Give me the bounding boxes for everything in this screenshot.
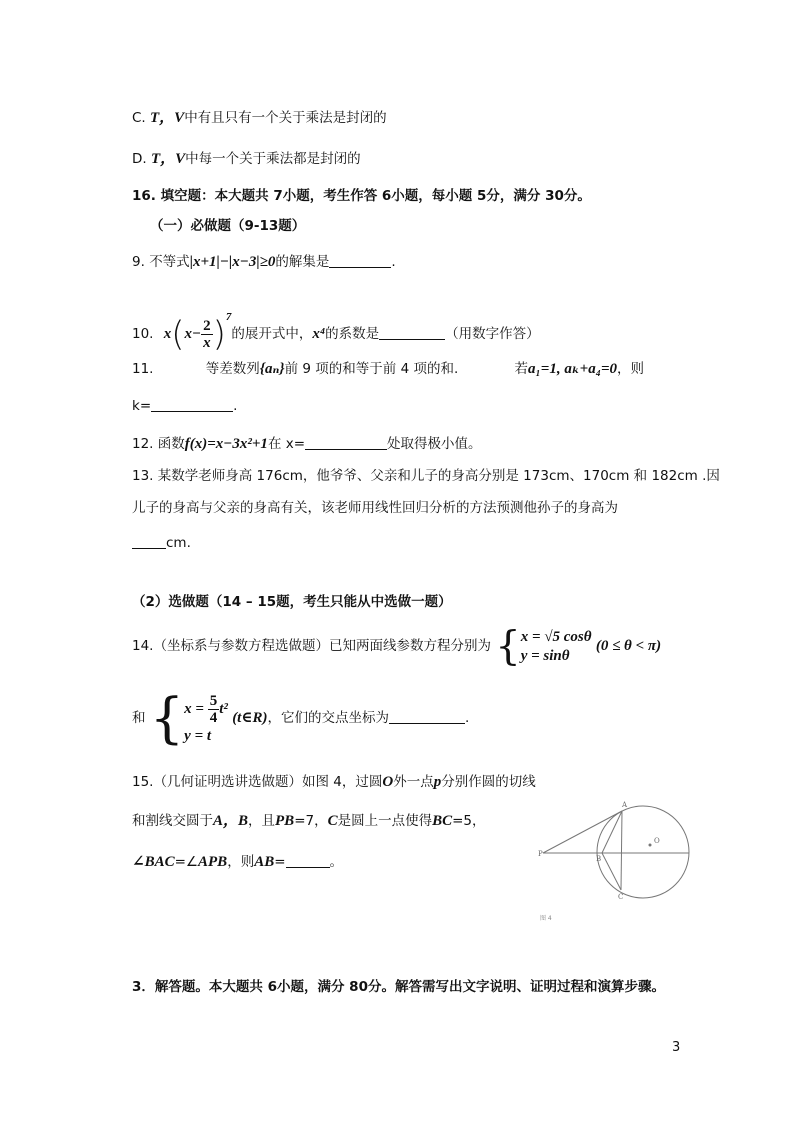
answer-blank[interactable] <box>379 325 445 340</box>
chord-ab <box>602 811 622 853</box>
question-text: ，则 <box>227 854 255 870</box>
label-p: P <box>538 850 543 858</box>
math-var: AB <box>254 854 275 870</box>
question-text: ，则 <box>617 361 644 377</box>
equation-row: y = sinθ <box>520 647 570 664</box>
fraction-numerator: 5 <box>209 693 218 710</box>
question-11-continued <box>132 396 237 416</box>
question-text: =7， <box>294 813 328 829</box>
math-var: BC <box>432 813 453 829</box>
parametric-system-1: { x = √5 cosθ y = sinθ <box>495 623 592 670</box>
section-3-heading: 3．解答题。本大题共 6小题，满分 80分。解答需写出文字说明、证明过程和演算步骤。 <box>132 979 665 995</box>
question-14-continued <box>132 686 469 750</box>
answer-blank[interactable] <box>389 709 465 724</box>
math-var: PB <box>275 813 295 829</box>
option-letter: D. <box>132 151 147 167</box>
label-b: B <box>596 855 602 863</box>
question-number: 11. <box>132 361 154 377</box>
option-d <box>132 149 361 169</box>
question-15-line-1 <box>132 772 536 792</box>
question-text: 是圆上一点使得 <box>337 813 433 829</box>
question-text: 和 <box>132 710 146 726</box>
figure-caption: 图 4 <box>540 915 552 922</box>
math-expression: x(x− $\frac{2}{x}$ )$^7$ <box>163 311 232 355</box>
elective-heading: （2）选做题（14 – 15题，考生只能从中选做一题） <box>132 594 452 610</box>
question-text: ，它们的交点坐标为 <box>267 710 389 726</box>
punctuation: 。 <box>329 854 344 870</box>
answer-blank[interactable] <box>151 397 233 412</box>
math-var: C <box>327 813 338 829</box>
tangent-line <box>543 811 622 853</box>
math-operator: =∠ <box>174 854 199 870</box>
question-text: 的系数是 <box>325 326 380 342</box>
fraction-denominator: 4 <box>209 710 218 727</box>
question-number: 10. <box>132 326 154 342</box>
chord-bc <box>602 853 621 890</box>
circle <box>597 806 689 898</box>
option-text: 中每一个关于乘法都是封闭的 <box>185 151 361 167</box>
question-text: 前 9 项的和等于前 4 项的和. <box>284 361 459 377</box>
question-text: =5， <box>452 813 486 829</box>
question-text: 12. 函数 <box>132 436 185 452</box>
answer-blank[interactable] <box>286 853 330 868</box>
parameter-range: (t∈R) <box>232 710 268 726</box>
math-vars: T，V <box>150 151 186 167</box>
math-vars: T，V <box>150 110 185 126</box>
punctuation: . <box>464 710 470 726</box>
parametric-system-2: { x = $\frac{5}{4}$ t² y = t <box>149 686 228 750</box>
math-var: p <box>433 774 442 790</box>
label-a: A <box>622 801 628 809</box>
math-var: O <box>382 774 394 790</box>
question-text: 15.（几何证明选讲选做题）如图 4，过圆 <box>132 774 383 790</box>
question-text: （用数字作答） <box>445 326 540 342</box>
circle-diagram <box>538 798 693 924</box>
parameter-range: (0 ≤ θ < π) <box>595 638 662 654</box>
option-letter: C. <box>132 110 146 126</box>
question-13-line-1: 13. 某数学老师身高 176cm，他爷爷、父亲和儿子的身高分别是 173cm、170cm 和 182cm .因 <box>132 468 720 484</box>
math-angle: ∠BAC <box>132 854 175 870</box>
question-text: 的解集是 <box>275 254 330 270</box>
answer-blank[interactable] <box>329 253 391 268</box>
question-15-line-3 <box>132 852 343 872</box>
question-10 <box>132 292 540 355</box>
question-text: 和割线交圆于 <box>132 813 213 829</box>
question-13-line-3 <box>132 533 191 553</box>
equation-lhs: x = <box>184 701 204 718</box>
label-o: O <box>654 837 660 845</box>
question-14 <box>132 622 661 670</box>
punctuation: . <box>233 398 238 414</box>
math-expression: |x+1|−|x−3|≥0 <box>189 254 276 270</box>
question-9 <box>132 252 396 272</box>
page-number: 3 <box>672 1040 681 1055</box>
question-13-line-2: 儿子的身高与父亲的身高有关，该老师用线性回归分析的方法预测他孙子的身高为 <box>132 500 618 516</box>
unit: cm. <box>166 535 191 551</box>
question-text: 外一点 <box>393 774 434 790</box>
answer-blank[interactable] <box>305 435 387 450</box>
geometry-figure-4 <box>538 798 693 924</box>
answer-blank[interactable] <box>132 534 166 549</box>
math-condition: a₁=1, aₖ+a₄=0 <box>528 361 617 377</box>
option-text: 中有且只有一个关于乘法是封闭的 <box>184 110 387 126</box>
question-number: 9. <box>132 254 145 270</box>
question-text: = <box>274 854 286 870</box>
option-c <box>132 108 387 128</box>
required-heading: （一）必做题（9-13题） <box>150 218 306 234</box>
question-11 <box>132 359 644 379</box>
equation-row: x = √5 cosθ <box>520 628 592 645</box>
section-16-heading: 16. 填空题：本大题共 7小题，考生作答 6小题，每小题 5分，满分 30分。 <box>132 188 591 204</box>
question-text: 14.（坐标系与参数方程选做题）已知两面线参数方程分别为 <box>132 638 491 654</box>
equation-row: y = t <box>184 728 212 745</box>
question-12 <box>132 434 482 454</box>
question-text: 的展开式中， <box>231 326 313 342</box>
question-15-line-2 <box>132 811 486 831</box>
punctuation: . <box>391 254 396 270</box>
center-point <box>649 844 652 847</box>
question-text: 不等式 <box>149 254 190 270</box>
question-text: ，且 <box>248 813 276 829</box>
math-sequence: {aₙ} <box>259 361 285 377</box>
math-var: A，B <box>213 813 249 829</box>
chord-ac <box>621 811 622 890</box>
label-c: C <box>618 893 624 901</box>
equation-rhs: t² <box>219 701 228 718</box>
question-text: 在 x= <box>267 436 306 452</box>
math-angle: APB <box>198 854 228 870</box>
question-text: 分别作圆的切线 <box>441 774 536 790</box>
question-text: 若 <box>514 361 529 377</box>
question-text: 处取得极小值。 <box>387 436 482 452</box>
question-text: k= <box>132 398 152 414</box>
math-term: x⁴ <box>312 326 326 342</box>
math-function: f(x)=x−3x²+1 <box>184 436 268 452</box>
question-text: 等差数列 <box>205 361 260 377</box>
